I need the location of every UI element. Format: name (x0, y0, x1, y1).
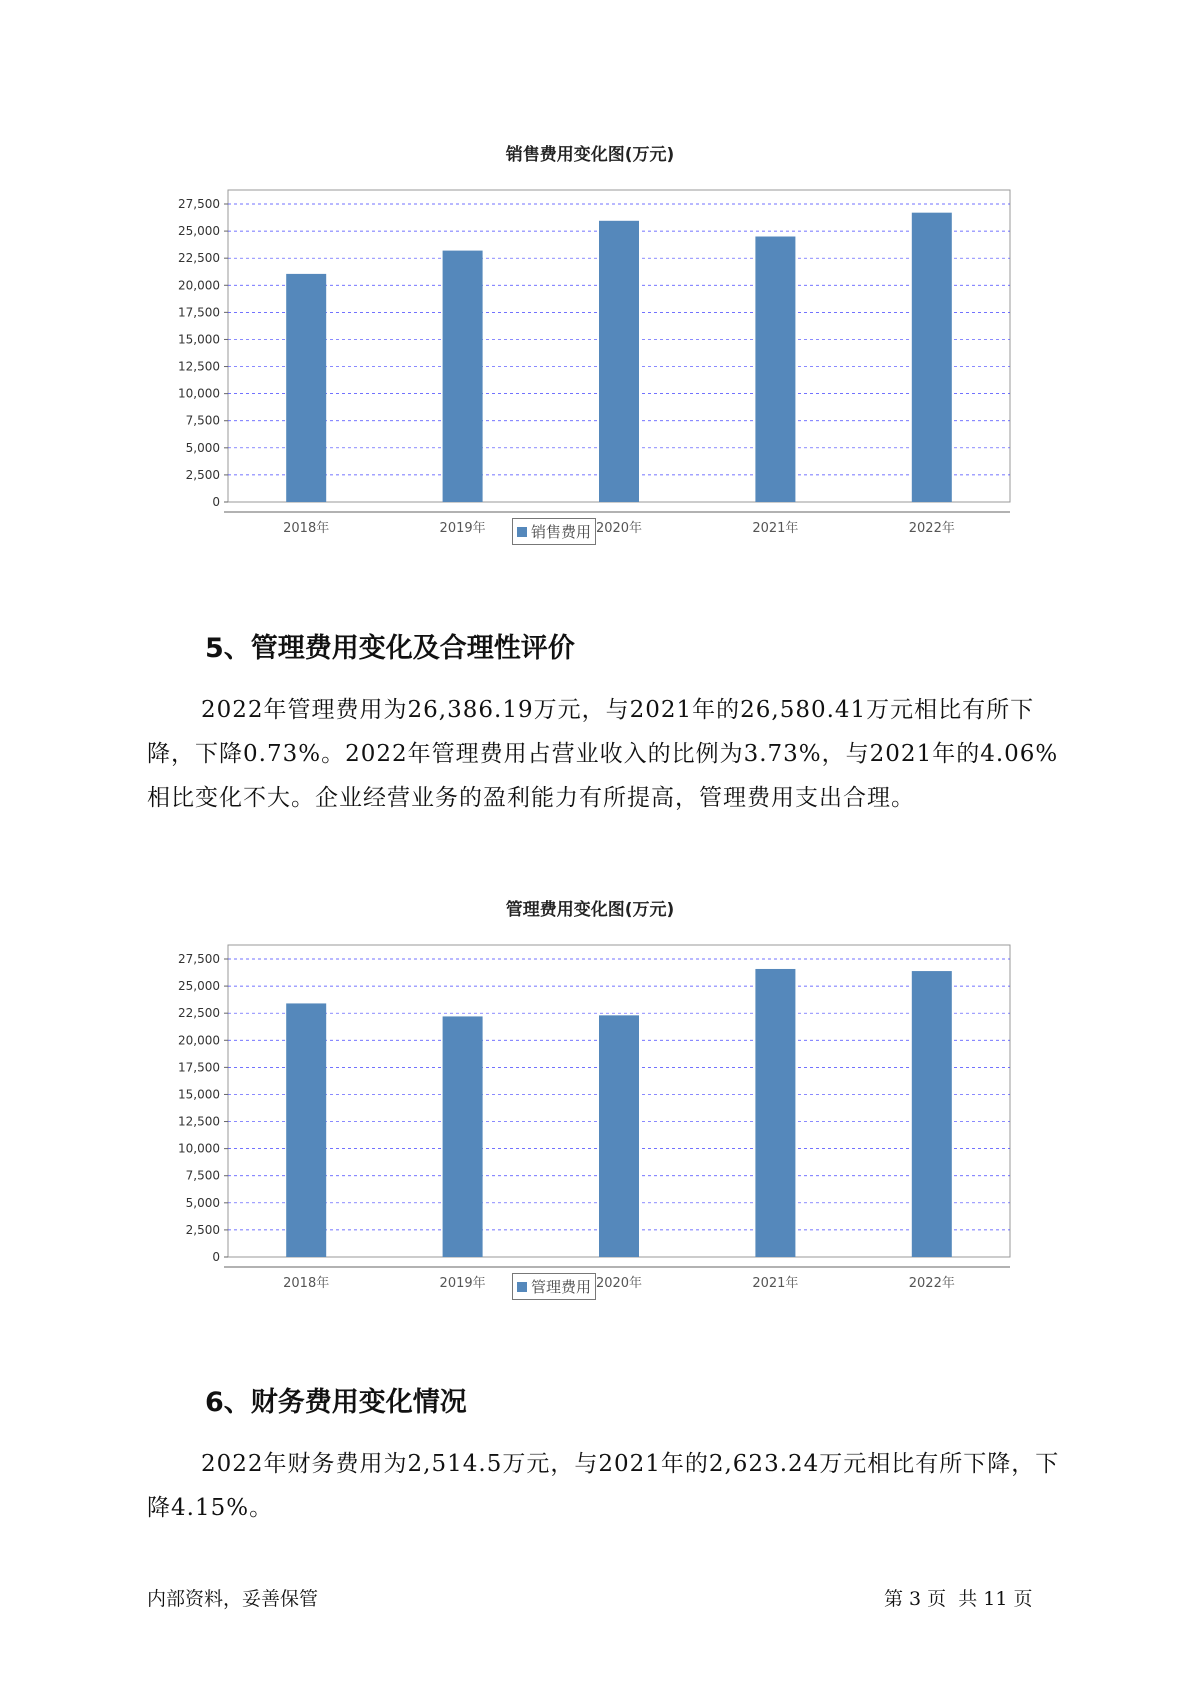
y-tick-label: 22,500 (178, 251, 220, 266)
x-tick-label: 2021年 (752, 1276, 799, 1291)
y-tick-label: 20,000 (178, 278, 220, 293)
section-paragraph-5: 2022年管理费用为26,386.19万元，与2021年的26,580.41万元相比有所下降，下降0.73%。2022年管理费用占营业收入的比例为3.73%，与2021年的4.06%相比变化不大。企业经营业务的盈利能力有所提高，管理费用支出合理。 (147, 697, 1059, 811)
section-paragraph-6: 2022年财务费用为2,514.5万元，与2021年的2,623.24万元相比有所下降，下降4.15%。 (147, 1451, 1060, 1521)
legend-swatch (517, 527, 527, 537)
x-tick-label: 2021年 (752, 521, 799, 536)
y-tick-label: 15,000 (178, 332, 220, 347)
bar-2022年 (912, 971, 952, 1257)
bar-2021年 (755, 969, 795, 1257)
x-tick-label: 2022年 (908, 1276, 955, 1291)
bar-2018年 (286, 1003, 326, 1257)
x-tick-label: 2019年 (439, 1276, 486, 1291)
x-tick-label: 2020年 (595, 1276, 643, 1291)
bar-2019年 (443, 251, 483, 502)
y-tick-label: 2,500 (185, 467, 220, 482)
y-tick-label: 27,500 (178, 952, 220, 966)
footer-confidential: 内部资料，妥善保管 (147, 1588, 319, 1610)
chart-title: 销售费用变化图(万元) (505, 145, 675, 165)
legend-label: 管理费用 (531, 1278, 592, 1296)
y-tick-label: 10,000 (178, 1141, 220, 1156)
bar-2022年 (912, 213, 952, 502)
chart-legend (512, 1273, 596, 1300)
bar-2020年 (599, 1015, 639, 1257)
chart-plot (150, 925, 1030, 1305)
y-tick-label: 22,500 (178, 1006, 220, 1021)
legend-swatch (517, 1282, 527, 1292)
y-tick-label: 12,500 (178, 1114, 220, 1129)
x-tick-label: 2022年 (908, 521, 955, 536)
y-tick-label: 27,500 (178, 197, 220, 211)
y-tick-label: 0 (212, 495, 220, 509)
y-tick-label: 7,500 (185, 1168, 220, 1183)
x-tick-label: 2019年 (439, 521, 486, 536)
y-tick-label: 20,000 (178, 1033, 220, 1048)
x-tick-label: 2018年 (283, 1276, 330, 1291)
section-heading-6: 6、财务费用变化情况 (205, 1387, 467, 1418)
y-tick-label: 0 (212, 1250, 220, 1264)
legend-label: 销售费用 (531, 523, 592, 541)
footer-page-number: 第 3 页 共 11 页 (884, 1588, 1033, 1610)
chart-legend (512, 518, 596, 545)
chart-title: 管理费用变化图(万元) (505, 900, 675, 920)
bar-2021年 (755, 237, 795, 502)
y-tick-label: 10,000 (178, 386, 220, 401)
x-tick-label: 2018年 (283, 521, 330, 536)
x-tick-label: 2020年 (595, 521, 643, 536)
y-tick-label: 5,000 (185, 440, 220, 455)
y-tick-label: 7,500 (185, 413, 220, 428)
y-tick-label: 15,000 (178, 1087, 220, 1102)
y-tick-label: 12,500 (178, 359, 220, 374)
y-tick-label: 25,000 (178, 224, 220, 239)
y-tick-label: 5,000 (185, 1195, 220, 1210)
bar-2020年 (599, 221, 639, 502)
chart-plot (150, 170, 1030, 550)
section-heading-5: 5、管理费用变化及合理性评价 (205, 633, 575, 664)
y-tick-label: 17,500 (178, 1060, 220, 1075)
y-tick-label: 2,500 (185, 1222, 220, 1237)
bar-2019年 (443, 1016, 483, 1257)
y-tick-label: 17,500 (178, 305, 220, 320)
y-tick-label: 25,000 (178, 979, 220, 994)
bar-2018年 (286, 274, 326, 502)
